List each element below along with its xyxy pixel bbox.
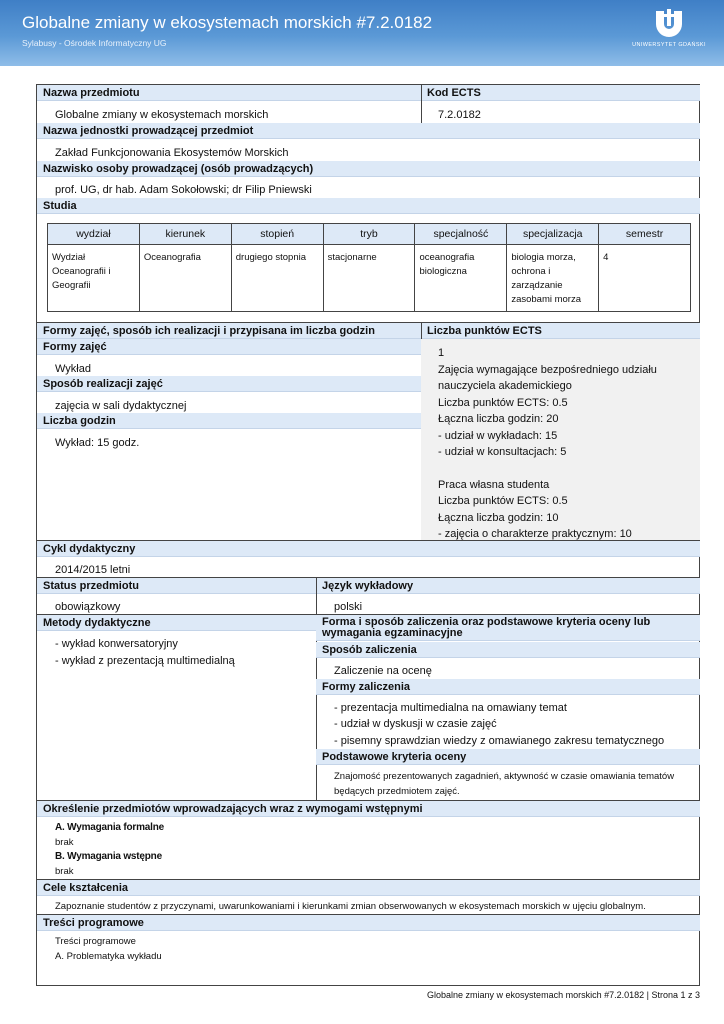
cell-line: biologia morza, [511, 252, 576, 263]
ects-line: Liczba punktów ECTS: 0.5 [438, 397, 568, 409]
ects-line: 1 [438, 347, 445, 359]
assessment-header [316, 615, 700, 641]
table-cell: Oceanografia [139, 245, 231, 312]
page-footer: Globalne zmiany w ekosystemach morskich #7.2.0182 | Strona 1 z 3 [427, 990, 700, 1000]
methods-item: - wykład z prezentacją multimedialną [55, 655, 235, 667]
formal-requirements-value: brak [55, 837, 74, 848]
cell-line: zarządzanie [511, 280, 563, 291]
logo-text: UNIWERSYTET GDAŃSKI [632, 42, 706, 48]
ects-points-header: Liczba punktów ECTS [421, 323, 700, 339]
initial-requirements-value: brak [55, 866, 74, 877]
unit-header: Nazwa jednostki prowadzącej przedmiot [37, 123, 700, 139]
column-header: tryb [323, 224, 415, 245]
column-header: stopień [231, 224, 323, 245]
column-header: kierunek [139, 224, 231, 245]
language-value: polski [334, 601, 363, 613]
cell-line: biologiczna [419, 266, 467, 277]
table-cell [48, 245, 140, 312]
method-subheader: Sposób realizacji zajęć [37, 376, 421, 392]
forms-header: Formy zajęć, sposób ich realizacji i przypisana im liczba godzin [37, 323, 421, 339]
content-line: Treści programowe [55, 936, 136, 947]
assessment-forms-header: Formy zaliczenia [316, 679, 700, 695]
cell-line: Oceanografii i [52, 266, 111, 277]
prerequisites-header: Określenie przedmiotów wprowadzających wraz z wymogami wstępnymi [37, 801, 700, 817]
ects-line: Zajęcia wymagające bezpośredniego udziału [438, 364, 657, 376]
goals-value: Zapoznanie studentów z przyczynami, uwarunkowaniami i kierunkami zmian obserwowanych w ekosystemach morskich w ujęciu globalnym. [55, 901, 646, 912]
cell-line: Geografii [52, 280, 91, 291]
assessment-method-header: Sposób zaliczenia [316, 642, 700, 658]
ects-line: Łączna liczba godzin: 10 [438, 512, 559, 524]
assessment-method-value: Zaliczenie na ocenę [334, 665, 432, 677]
page-subtitle: Sylabusy - Ośrodek Informatyczny UG [22, 38, 167, 48]
methods-item: - wykład konwersatoryjny [55, 638, 178, 650]
ects-line: Praca własna studenta [438, 479, 550, 491]
ects-line: Łączna liczba godzin: 20 [438, 413, 559, 425]
ects-line: nauczyciela akademickiego [438, 380, 572, 392]
cell-line: oceanografia [419, 252, 475, 263]
divider [421, 85, 422, 123]
table-cell: stacjonarne [323, 245, 415, 312]
assessment-form-item: - prezentacja multimedialna na omawiany temat [334, 702, 567, 714]
assessment-header-line: Forma i sposób zaliczenia oraz podstawowe kryteria oceny lub [322, 616, 651, 628]
lecturer-value: prof. UG, dr hab. Adam Sokołowski; dr Filip Pniewski [55, 184, 312, 196]
formal-requirements-label: A. Wymagania formalne [55, 822, 164, 833]
methods-header: Metody dydaktyczne [37, 615, 316, 631]
column-header: semestr [599, 224, 691, 245]
header-banner [0, 0, 724, 66]
cycle-header: Cykl dydaktyczny [37, 541, 700, 557]
table-cell [507, 245, 599, 312]
content-header: Treści programowe [37, 915, 700, 931]
criteria-header: Podstawowe kryteria oceny [316, 749, 700, 765]
table-row [48, 245, 691, 312]
assessment-form-item: - pisemny sprawdzian wiedzy z omawianego zakresu tematycznego [334, 735, 665, 747]
lecturer-header: Nazwisko osoby prowadzącej (osób prowadzących) [37, 161, 700, 177]
criteria-line: będących przedmiotem zajęć. [334, 786, 460, 797]
goals-header: Cele kształcenia [37, 880, 700, 896]
table-cell: drugiego stopnia [231, 245, 323, 312]
content-line: A. Problematyka wykładu [55, 951, 162, 962]
hours-subheader: Liczba godzin [37, 413, 421, 429]
course-name-header: Nazwa przedmiotu [37, 85, 421, 101]
ects-line: Liczba punktów ECTS: 0.5 [438, 495, 568, 507]
table-cell: 4 [599, 245, 691, 312]
language-header: Język wykładowy [316, 578, 700, 594]
unit-value: Zakład Funkcjonowania Ekosystemów Morskich [55, 147, 289, 159]
initial-requirements-label: B. Wymagania wstępne [55, 851, 162, 862]
criteria-line: Znajomość prezentowanych zagadnień, aktywność w czasie omawiania tematów [334, 771, 675, 782]
ects-line: - udział w konsultacjach: 5 [438, 446, 567, 458]
university-logo [622, 6, 716, 54]
course-name-value: Globalne zmiany w ekosystemach morskich [55, 109, 269, 121]
university-crest-icon [653, 6, 685, 38]
method-value: zajęcia w sali dydaktycznej [55, 400, 187, 412]
ects-details [421, 339, 700, 540]
forms-subheader: Formy zajęć [37, 339, 421, 355]
table-header-row [48, 224, 691, 245]
status-value: obowiązkowy [55, 601, 121, 613]
status-header: Status przedmiotu [37, 578, 316, 594]
column-header: wydział [48, 224, 140, 245]
cell-line: Wydział [52, 252, 86, 263]
syllabus-form [36, 84, 700, 986]
page-title: Globalne zmiany w ekosystemach morskich #7.2.0182 [22, 13, 433, 32]
cell-line: ochrona i [511, 266, 551, 277]
hours-value: Wykład: 15 godz. [55, 437, 140, 449]
ects-code-value: 7.2.0182 [438, 109, 481, 121]
assessment-header-line: wymagania egzaminacyjne [322, 627, 463, 639]
assessment-form-item: - udział w dyskusji w czasie zajęć [334, 718, 497, 730]
table-cell [415, 245, 507, 312]
cell-line: zasobami morza [511, 294, 582, 305]
forms-value: Wykład [55, 363, 91, 375]
ects-line: - zajęcia o charakterze praktycznym: 10 [438, 528, 632, 540]
ects-line: - udział w wykładach: 15 [438, 430, 558, 442]
studia-table [47, 223, 691, 312]
studia-header: Studia [37, 198, 700, 214]
column-header: specjalizacja [507, 224, 599, 245]
column-header: specjalność [415, 224, 507, 245]
ects-code-header: Kod ECTS [421, 85, 700, 101]
cycle-value: 2014/2015 letni [55, 564, 131, 576]
